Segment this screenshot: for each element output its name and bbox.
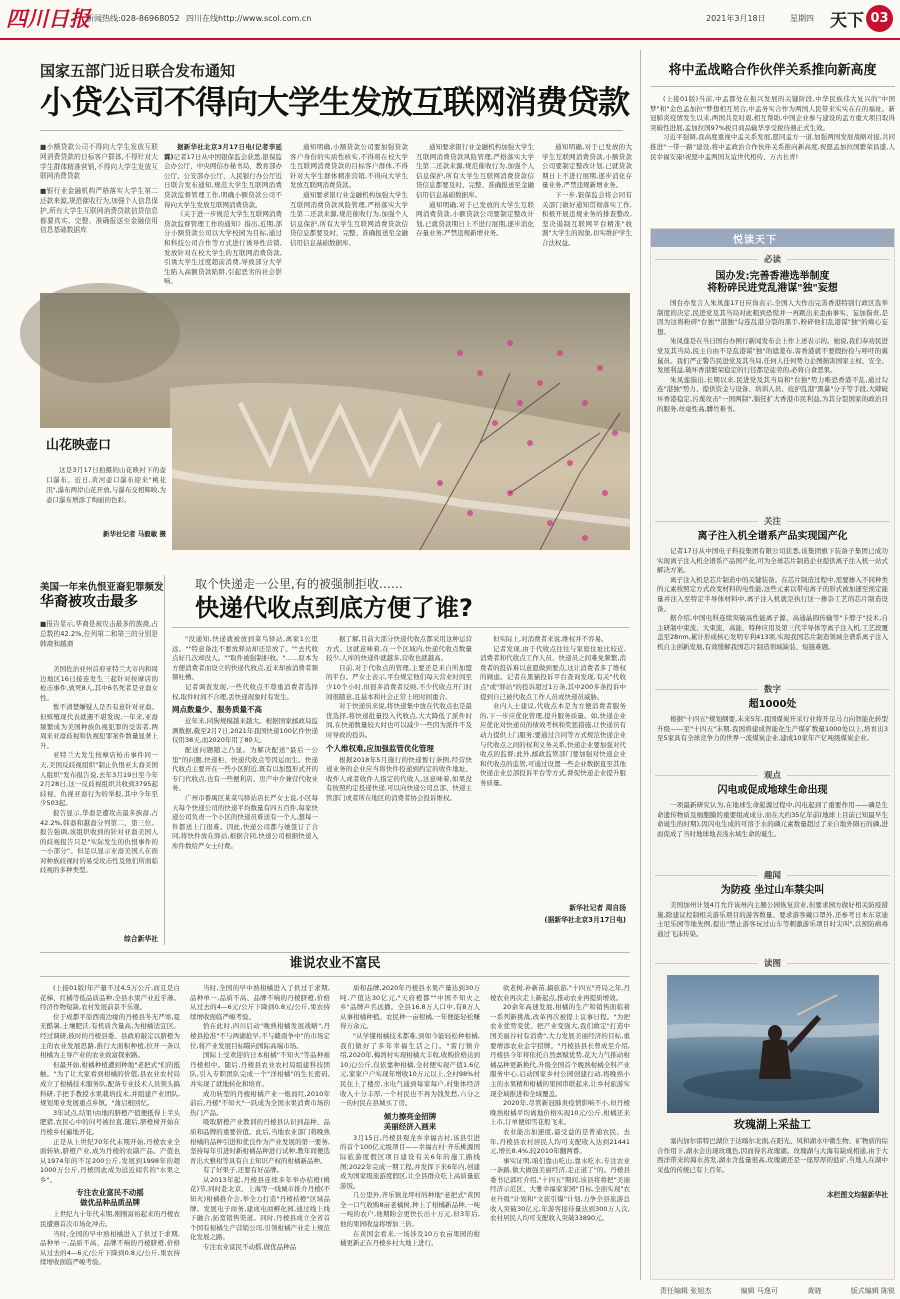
section-headline: 离子注入机全谱系产品实现国产化 — [697, 531, 848, 542]
column-banner — [651, 229, 894, 247]
section-headline: 超1000处 — [748, 699, 797, 710]
agri-subhead: 倾力擦亮金招牌 美丽经济入画来 — [383, 1111, 437, 1131]
page-footer — [660, 1286, 895, 1296]
paragraph: 3月15日,丹棱县观龙乡幸福古村,该县引进的首个100亿元级项目——幸福古村·齐乐桃源国际旅游度假区项目建设有关6年的施工路线图;2022年完成一期工程,并发挥下来6年内,创建成为国家级旅游度假区,让全县群众吃上高质量旅游饭。 — [340, 1133, 480, 1190]
masthead — [0, 0, 900, 40]
paragraph: 从2013年起,丹棱县连续多年举办桔橙(桃花)节,同时赴北京、上海等一线城市推介丹棱(不知火)柑橘推介会,举全力打造"丹棱桔橙"区域品牌。发展电子商务,建成电商孵化园,通过线上线下融合,拓宽销售渠道。同时,丹棱县成立全省首个国有柑橘生产营销公司,引领柑橘产业走上规范化发展之路。 — [190, 1175, 330, 1242]
footer-item: 版式编辑 陈锐 — [850, 1287, 895, 1295]
paragraph: 20余年高速发展,柑橘的生产和销售面临着一系列新挑战,改革再次被提上议事日程。"为把农业优势变优、把产业变强大,我们敢定"打造中国美丽谷村有消费",大力发展美丽经济的目标,重要增添农业金字招牌。"丹棱县县长曾成至介绍,丹棱县今年将依托自然禀赋优势,花大力气推动柑橘品种更新换代,升级全国首个晚熟柑橘全科产业服务中心,启动国家乡村公园创建行动,将晚熟小主的水果精和柑橘的果园串联起来,让乡村旅游实现全域推进和全域覆盖。 — [490, 1003, 630, 1098]
express-source: 新华社记者 周自扬 — [569, 904, 626, 912]
paragraph: 成功转型的丹棱柑橘产业一炮而红,2010年前后,丹棱"不知火"一跃成为全国水果消费市场的热门产品。 — [190, 1089, 330, 1117]
paragraph: 记者17日从中国电子科技集团有限公司获悉,该集团旗下装备子集团已成功实现离子注入机全谱系产品国产化,可为全球芯片制造企业提供离子注入机一站式解决方案。 — [657, 547, 888, 575]
paragraph: (上接01版)当前,中孟都处在振兴发展的关键阶段,中华民族伟大复兴的"中国梦"和"金色孟加拉"梦想相互契合,中孟务实合作为两国人民带来实实在在的福祉。新冠肺炎疫情发生以来,两国共克时艰,相互帮助,中国企业参与建设的孟方重大项目取得突破性进展,孟加拉国97%税目商品输华享受税待遇正式生效。 — [650, 95, 895, 132]
paragraph: 下一步,银保监会将会同有关部门做好通知贯彻落实工作,积极开展违规业务的排查整改,坚决遏制互联网平台精准"收割"大学生的现象,切实维护学生合法权益。 — [542, 190, 632, 247]
paragraph: 亚特兰大发生按摩店枪击事件同一天,美国反歧视组织"制止仇恨亚太裔美国人组织"发布报告说,去年3月19日至今年2月28日,这一反歧视组织共收到3795起歧视、仇视亚裔行为的举报,其中今年至少503起。 — [40, 751, 158, 808]
paragraph: 美国加州计划4月允许该州内主题公园恢复营业,但要求园方做好相关防疫措施,除建议控制相关游乐项目的游客数量、要求游客戴口罩外,还参考日本东京迪士尼乐园等地先例,提出"禁止游客玩过山车等刺激游乐项目时尖叫",以预防病毒通过飞沫传染。 — [657, 901, 888, 938]
website-url: 四川在线http://www.scol.com.cn — [186, 14, 312, 23]
paragraph: 2020年,尽管新冠肺炎疫情影响不小,但丹棱晚熟柑橘平均离地价格实现10元/公斤,柑橘还来上市,订单便如雪花般飞来。 — [490, 1099, 630, 1127]
section-name: 天下 — [830, 11, 864, 31]
newspaper-logo: 四川日报 — [6, 6, 90, 31]
paragraph: 恰在此时,四川启动"晚熟柑橘发展战略",丹棱县抢准"不与两湖抢早,不与赣南争中"的市场定位,将产业发展目标瞄向国际高端市场。 — [190, 1022, 330, 1050]
paragraph: 通知明确,小额贷款公司要加强贷款客户身份的实质性核实,不得将在校大学生互联网消费贷款的目标客户群体,不得针对大学生群体精准营销,不得向大学生发放互联网消费贷款。 — [290, 143, 408, 190]
paragraph: 通知明确,对于已发放的大学生互联网消费贷款,小额贷款公司要制定整改计划,已就贷款期日上不进行展期,逐步消化存量业务,严禁违规新增业务。 — [416, 200, 534, 238]
express-headline: 快递代收点到底方便了谁? — [195, 594, 473, 622]
issue-weekday: 星期四 — [790, 14, 814, 23]
agri-col4 — [490, 984, 630, 1284]
partner-rule — [650, 86, 895, 87]
paragraph: 近年来,同狗规模越来越大。根据国家邮政局监测数据,截至2月7日,2021年我国快递100亿件快递仅用38天,而2020年用了80天。 — [172, 717, 318, 745]
us-source: 综合新华社 — [124, 935, 158, 943]
express-dateline: (据新华社北京3月17日电) — [544, 916, 626, 924]
photo-title: 山花映壶口 — [46, 438, 112, 453]
agri-subhead: 专注农业富民不动摇 做优品种品质品牌 — [76, 1188, 144, 1208]
section-headline: 玫瑰湖上采盐工 — [734, 1118, 811, 1131]
paragraph: "没通知,快递就被放到菜鸟驿站,离家1公里远。""特意备注不要放驿站却还是放了。""去代收点好几次却没人。""取件被强制拒收。"……原本为方便消费者而设立的快递代收点,近来却被消费者频频吐槽。 — [172, 635, 318, 682]
paragraph: 一项最新研究认为,在地球生命起源过程中,闪电起到了重要作用——磷是生命遗传物质及细胞膜的重要组成成分,而在大约35亿年前(地球上目前已知最早生命诞生的时期),因闪电生成的可溶于水的磷元素数量超过了来自地外陨石的磷,进而促成了当时地球地表浅水域生命的诞生。 — [657, 801, 888, 838]
paragraph: 习近平强调,我高度重视中孟关系发展,愿同孟方一道,加强两国发展战略对接,共同推进"一带一路"建设,将中孟政治合作伙伴关系推向新高度,祝愿孟加拉国繁荣昌盛,人民幸福安康!祝愿中孟两国友谊世代相传、万古长青! — [650, 133, 895, 161]
section-body — [657, 299, 888, 527]
column-credit: 本栏图文均据新华社 — [826, 1191, 888, 1199]
paragraph: 业内人士建议,代收点本是为方便消费者服务的,下一步应优化管理,提升服务质量。如,快递企业应优化对快递员的绩效考核和奖惩措施,让快递员有动力提供上门服务;要通过合同等方式规范快递企业与代收点之间的权利义务关系,快递企业要加强对代收点的监督;此外,邮政监管部门要加强对快递企业和代收点的监管,可通过设置一些企业数据直至其他快递企业总部投诉平台等方式,督促快递企业提升服务质量。 — [480, 702, 626, 787]
paragraph: 美国佐治亚州首府亚特兰大市内和周边地区16日接连发生三起针对按摩店的枪击事件,致死8人,其中6名死者是亚裔女性。 — [40, 665, 158, 702]
paragraph: 国台办发言人朱凤莲17日应询表示,全国人大作出完善香港特别行政区选举制度的决定,民进党及其当局对此粗到恐慌并一再跳出来歪曲事实、妄加指责,是因为这将粉碎"台独""港独"勾连乱港分裂的黑手,粉碎他们乱港谋"独"的痴心妄想。 — [657, 299, 888, 336]
reading-column — [650, 228, 895, 1280]
paragraph: 专注农业富民不动摇,做优品种品 — [203, 1243, 297, 1252]
paragraph: 记者发现,由于代收点往往与家庭住址比较近,消费者和代收点工作人员、快递员之间难免频繁,消费者的投诉难以意愿做到要点,这让消费者多了维权的顾虑。记者在黑猫投诉平台查询发现,有关"代收点"或"驿站"的投诉超过1万条,其中200多条投诉中提到自己被代收点工作人员或快递员威胁。 — [480, 644, 626, 701]
paragraph: 根据"十四五"规划纲要,未来5年,我国煤炭开采行业将开足马力向智能化转型升级——至"十四五"末期,我国将建成智能化生产煤矿数量1000处以上,培育出3至5家具有全球竞争力的世界一流煤炭企业,建成10家年产亿吨级煤炭企业。 — [657, 715, 888, 743]
paragraph: 通知要求银行业金融机构加强大学生互联网消费贷款风险管理,严格落实大学生第二还款来源,规范催收行为,加强个人信息保护,所有大学生互联网消费贷款信贷信息都要及时、完整、准确报送至金融信用信息基础数据库。 — [416, 143, 534, 199]
section-label: 关注 — [655, 515, 890, 527]
paragraph: 吸取脐橙产业教训的丹棱县认识到品种、品质和品牌的重要价值。此后,当地农业部门将晚熟柑橘的品种引进和优良作为产业发展的第一要务,坚持每年引进时新柑橘品种进行试种,教年间便选育出大雅柑等具有自主知识产权的柑橘新品种。 — [190, 1118, 330, 1165]
lead-headline: 小贷公司不得向大学生发放互联网消费贷款 — [40, 83, 630, 121]
lead-body-col4 — [542, 143, 632, 277]
express-subhead: 网点数量少、服务质量不高 — [172, 705, 262, 715]
paragraph: 据介绍,中国电科连续突破高性能离子源、高通晶圆传输等"卡脖子"技术,自主研制中束流、大束流、高能、特种应用及第三代半导体等离子注入机,工艺段覆盖至28nm,累计形成核心发明专利413项,实现我国芯片制造领域全谱系离子注入机自主创新发展,有效缓解我国芯片制造领域缺装、短链难题。 — [657, 614, 888, 651]
paragraph: 当时,全国的早中熟柑橘进入了供过于求期,品种单一,品质不高、品牌不响的丹棱脐橙,价格从过去的4—6元/公斤下降到0.8元/公斤,果农持续增收面临严峻考验。 — [40, 1229, 180, 1267]
express-col1 — [172, 635, 318, 940]
agri-headline: 谁说农业不富民 — [289, 956, 381, 971]
right-column-divider — [640, 50, 641, 1280]
paragraph: 在黄国金看来,一场涉及10万农亩果园的柑橘更新正在丹棱乡村大地上进行。 — [340, 1229, 480, 1248]
paragraph: 记者调查发现,一些代收点不尊重消费者选择权,取件时间不合理,丢快递现象时有发生。 — [172, 682, 318, 701]
express-col3 — [480, 635, 626, 895]
paragraph: 暂不清楚嫌疑人是否有意针对亚裔。但殡殖现代表就遇不堪发现,一年来,亚裔频繁成为美国种族仇视犯罪的受害者,两周来亚裔歧视和仇视犯罪案件数量显著上升。 — [40, 703, 158, 750]
lead-rule — [40, 130, 623, 131]
paragraph: (上接01版)年产量不过4.5万公斤,而且是白花梯、红橘等低品质品种,全县水果产业近乎薄。经济作物短缺,农村发展前景不乐观。 — [40, 984, 180, 1012]
paragraph: 3年试点,结果!由地的脐橙产值便抵得上半头肥猪,农民心中的问号被拉直,随后,脐橙树开始在丹棱乡村遍地开花。 — [40, 1108, 180, 1136]
news-hotline: 新闻热线:028-86968052 — [86, 14, 180, 23]
us-summary: ■报告显示,华裔是被攻击最多的族裔,占总数的42.2%,位列第二和第三的分别是韩裔和越裔 — [40, 620, 158, 648]
section-label: 读图 — [655, 957, 890, 969]
express-subhead: 个人维权难,应加强监管优化管理 — [326, 743, 434, 753]
paragraph: 事实证明,咱们靠山吃山,靠水吃水,专注农业一条路,做大做强美丽经济,走正道了"的。丹棱县委书记郭红介绍,"十四五"期间,该县将将把"美丽经济示范区、大雅幸福家家园"目标,全面实现"农业升级"计划和"文旅引爆"计划,力争全县旅游总收入突破30亿元,年游客接待量达到300万人次,农村居民人均可支配收入突破33890元。 — [490, 1156, 630, 1223]
section-label: 必读 — [655, 253, 890, 265]
section-headline: 为防疫 坐过山车禁尖叫 — [720, 885, 825, 896]
paragraph: 塞内加尔雷特巴湖位于达喀尔北面,在阳光、风和湖水中微生物、矿物质的综合作用下,湖水会出现玫瑰色,因而得名玫瑰湖。玫瑰湖与大海有缺成相通,由于大西洋带来的海水蒸发,湖水含盐量很高,玫瑰湖还是一座厚厚的盐矿,当地人在湖中采盐的传统已有上百年。 — [657, 1137, 888, 1174]
paragraph: 通知明确,对于已发放的大学生互联网消费贷款,小额贷款公司要制定整改计划,已就贷款期日上不进行展期,逐步消化存量业务,严禁违规新增业务。 — [542, 143, 632, 190]
us-headline: 华裔被攻击最多 — [40, 594, 138, 610]
section-headline: 闪电或促成地球生命出现 — [717, 785, 828, 796]
column-divider — [164, 575, 165, 945]
paragraph: 朱凤莲是在当日国台办例行新闻发布会上作上述表示的。她说,我们奉劝民进党及其当局,民主自由不是乱港谋"独"的遮羞布,害香港就不要假扮捡与呼吁的翼鼠员。我们严正警告民进党及其当局,任何人任何势力企图损害国家主权、安全、发展利益,破坏香港繁荣稳定的行径都是徒劳的,必将自食恶果。 — [657, 337, 888, 375]
agri-col1 — [40, 984, 180, 1299]
section-body — [657, 715, 888, 763]
us-body — [40, 665, 158, 941]
issue-date: 2021年3月18日 — [706, 14, 766, 23]
agri-col2 — [190, 984, 330, 1299]
express-rule — [172, 627, 630, 628]
paragraph: 国际上受欢迎的日本柑橘"不知火"等品种被丹棱相中。随后,丹棱县农业农村局组建科技团队,引入专职团队完成一个"洋柑橘"的生长密码,并实现了就地转化和培育。 — [190, 1051, 330, 1088]
paragraph: 对于快递员来说,将快递集中放在代收点也是最优选择,将快递批量投入代收点,大大降低了派件时间,在快递数量较大时也可以减少一些因为派件不及时导致的投诉。 — [326, 702, 472, 739]
footer-item: 黄晓 — [807, 1287, 822, 1295]
partner-headline: 将中孟战略合作伙伴关系推向新高度 — [668, 63, 877, 78]
us-kicker: 美国一年来仇恨亚裔犯罪频发 — [40, 582, 164, 593]
express-kicker: 取个快递走一公里,有的被强制拒收…… — [195, 577, 403, 591]
express-col2 — [326, 635, 472, 940]
paragraph: "从学懂柑橘技术都难,到如今能轻松种柑橘,我们做好了多年幸福生活之门。"雷行镇介绍,2020年,梅湾村实现柑橘大丰收,收购价格达到10元/公斤,仅依靠种柑橘,全村便实现产值1.6亿元,家家户户实现年增收10万元以上,全村98%村民住上了楼房,水电气通到每家每户,村集体经济收入十分丰厚,一个村民也不再为钱发愁,六分之一的村民在县城买了房。 — [340, 1031, 480, 1108]
agri-col3 — [340, 984, 480, 1299]
section-headline: 国办发:完善香港选举制度 将粉碎民进党乱港谋"独"妄想 — [707, 271, 838, 294]
paragraph: 根据2018年5月施行的快递暂行条例,经营快递业务的企业应当将快件投递到约定的收件地址、收件人或者收件人指定的代收人,这意味着,如果没有按照约定投递快递,可以向快递公司总部、快递主管部门或者所在地区的消费者协会投诉维权。 — [326, 755, 472, 802]
partner-body — [650, 95, 895, 225]
paragraph: 位于成都平原西南边缘的丹棱县冬无严寒,夏无酷暑,土壤肥沃,有机质含量高,为柑橘适宜区。经过调研,彼时的丹棱县委、县政府敲定以脐橙为主的农业发展思路,推行大面积种植,拉开一条以柑橘为主导产业的农业致富探索路。 — [40, 1012, 180, 1060]
summary-item: ■小额贷款公司不得向大学生发放互联网消费贷款的目标客户群体,不得针对大学生群体精准营销,不得向大学生发放互联网消费贷款 — [40, 143, 158, 181]
paragraph: 朱凤莲指出,长期以来,民进党及其当局和"台独"势力唯恐香港不乱,通过勾连"港独"势力、提供资金与设备、培训人员、庇护乱港"黑暴"分子等手段,大肆破坏香港稳定,污蔑攻击"一国两制",猖狂扩大香港市民利益,为其分裂国家的政治目的服务,丝毫性高,髒竹难书。 — [657, 375, 888, 413]
section-body — [657, 801, 888, 859]
paragraph: 目前,对于代收点的管理,主要还是来自所加盟的平台。严女士表示,平台规定他们每天营业时间至少10个小时,但很多消费者反映,不少代收点开门时间很随意,且基本和社会正常上班时间重合。 — [326, 663, 472, 701]
lead-byline: 据新华社北京3月17日电(记者李延霖) — [164, 143, 282, 161]
section-label: 数字 — [655, 683, 890, 695]
paragraph: 砍老树,补新苗,搞旅游,"十四五"开局之年,丹棱农业再次走上新起点,推动农业再提质增效。 — [490, 984, 630, 1002]
salt-lake-photo — [667, 975, 879, 1113]
paragraph: 记者17日从中国银保监会获悉,银保监会办公厅、中央网信办秘书局、教育部办公厅、公安部办公厅、人民银行办公厅近日联合发布通知,规范大学生互联网消费贷款监督管理工作,明确小额贷款公司不得向大学生发放互联网消费贷款。 — [164, 152, 282, 209]
paragraph: 通知要求银行业金融机构加强大学生互联网消费贷款风险管理,严格落实大学生第二还款来源,规范催收行为,加强个人信息保护,所有大学生互联网消费贷款信贷信息都要及时、完整、准确报送至金融信用信息基础数据库。 — [290, 190, 408, 247]
paragraph: 正是从上世纪70年代末期开始,丹棱农业全面转轨,脐橙产业,成为丹棱的农副产品。产值也从1974年的不足200公斤,发展到1998年的超1000万公斤,丹棱因此成为远近闻名的"水果之乡"。 — [40, 1137, 180, 1184]
paragraph: 上世纪九十年代末期,刚刚富裕起来的丹棱农民遭遇首次市场化冲击。 — [40, 1210, 180, 1229]
photo-caption: 这是3月17日拍摄的山花映衬下的壶口瀑布。近日,黄河壶口瀑布迎来"桃花汛",瀑布两岸山花开放,与瀑布交相辉映,为壶口瀑布增添了绚丽的色彩。 — [46, 466, 166, 504]
section-label: 趣闻 — [655, 869, 890, 881]
paragraph: 几公里外,齐乐镇龙坪村的种地"老把式"黄国全一口气收购8亩老橘树,种上了柑橘新品种,一吨一吨的农户,他期盼会更快长出十万元,但3年后,他的果园收益将增加三倍。 — [340, 1191, 480, 1229]
lead-body-col3 — [416, 143, 534, 277]
salt-worker-illustration — [667, 975, 879, 1113]
paragraph: 报告显示,华裔是遭攻击最多族裔,占42.2%,韩裔和越裔分列第二、第三位。报告强调,该组织收到的针对亚裔美国人的歧视报告只是"实际发生的仇恨事件的一小部分"。但足以显示亚裔美国人在面对种族歧视时的易受攻击性及他们所面临歧视的多种类型。 — [40, 808, 158, 875]
footer-item: 责任编辑 张旭杰 — [660, 1287, 712, 1295]
paragraph: 但实际上,对消费者来说,维权并不容易。 — [493, 635, 608, 643]
paragraph: 质和品牌,2020年丹棱县水果产量达到30万吨,产值达30亿元,"天府橙都""中国不知火之乡"品牌声名远播。全县16.8万人口中,有8万人从事柑橘种植。农民种一亩柑橘,一年便能轻松赚得万余元。 — [340, 984, 480, 1031]
paragraph: 当时,全国的早中熟柑橘进入了供过于求期,品种单一,品质不高、品牌不响的丹棱脐橙,价格从过去的4—6元/公斤下降到0.8元/公斤,果农持续增收面临严峻考验。 — [190, 984, 330, 1021]
paragraph: 配送问题随之凸显。为解决配送"最后一公里"的问题,快递柜、快递代收点等因运而生。快递代收点主要开在一些小区附近,既有以加盟形式开的专门代收点,也有一些便利店、房产中介兼营代收业务。 — [172, 745, 318, 793]
section-label: 观点 — [655, 769, 890, 781]
paragraph: 农业能出加速度,最受益的是普通农民。去年,丹棱县农村居民人均可支配收入达到21441元,增长8.4%,较2010年翻两番。 — [490, 1127, 630, 1156]
section-body — [657, 901, 888, 949]
waterfall-photo — [40, 293, 630, 550]
lead-summary — [40, 143, 158, 255]
photo-caption-box — [40, 428, 172, 550]
agri-rule-top — [40, 952, 630, 953]
paragraph: 离子注入机是芯片制造中的关键装备。在芯片制造过程中,需要掺入不同种类的元素按照定方式改变材料的电性能,这些元素以带电离子的形式被加速至预定能量并注入至特定半导体材料中,离子注入机就是执行这一掺杂工艺的芯片制造设备。 — [657, 575, 888, 613]
section-body — [657, 547, 888, 679]
page-number: 03 — [866, 5, 893, 32]
paragraph: 据了解,目前大部分快递代收点都采用这种运营方式。这就意味着,在一个区域内,快递代收点数量较少,人库的快递件就越多,营收也就越高。 — [326, 635, 472, 663]
agri-rule-bottom — [40, 976, 630, 977]
lead-body-col1 — [164, 143, 282, 286]
paragraph: 有了好果子,还要有好品牌。 — [203, 1166, 284, 1175]
summary-item: ■银行业金融机构严格落实大学生第二还款来源,规范催收行为,加强个人信息保护,所有大学生互联网消费贷款信贷信息都要真实、完整、准确报送至金融信用信息基础数据库 — [40, 187, 158, 235]
photo-credit: 新华社记者 马毅敏 摄 — [102, 530, 166, 538]
footer-item: 编辑 马逸可 — [740, 1287, 778, 1295]
column-name: 悦读天下 — [733, 235, 777, 246]
lead-body-col2 — [290, 143, 408, 277]
paragraph: 《关于进一步规范大学生互联网消费贷款监督管理工作的通知》指出,近期,部分小额贷款公司以大学校园为目标,通过和科技公司合作等方式进行诱导性营销,发放针对在校大学生的互联网消费贷款,引诱大学生过度超前消费,导致部分大学生陷入高额贷款陷阱,引起恶劣的社会影响。 — [164, 210, 282, 286]
paragraph: 但最开始,柑橘种植遭到种地"老把式"们的抵触。"为了让大家看到柑橘的价值,县农业农村局成立了柑橘技术服务队,配备专业技术人员领头搞科研,手把手教授水果栽培技术,并组建产业团队,规划果业发展重点乡镇。"蒲启根回忆。 — [40, 1060, 180, 1108]
section-body — [657, 1137, 888, 1185]
paragraph: 广州市番禺区某菜鸟驿站店长严女士说,小区每天每个快递公司的快递平均数量有四五百件,每家快递公司负责一个小区的快递员难送有一个人,想每一件都送上门很难。因此,快递公司都与她签订了合同,将快件放在驿站,根据合同,快递公司根据快递入库件数给严女士付费。 — [172, 793, 318, 850]
lead-kicker: 国家五部门近日联合发布通知 — [40, 62, 236, 80]
